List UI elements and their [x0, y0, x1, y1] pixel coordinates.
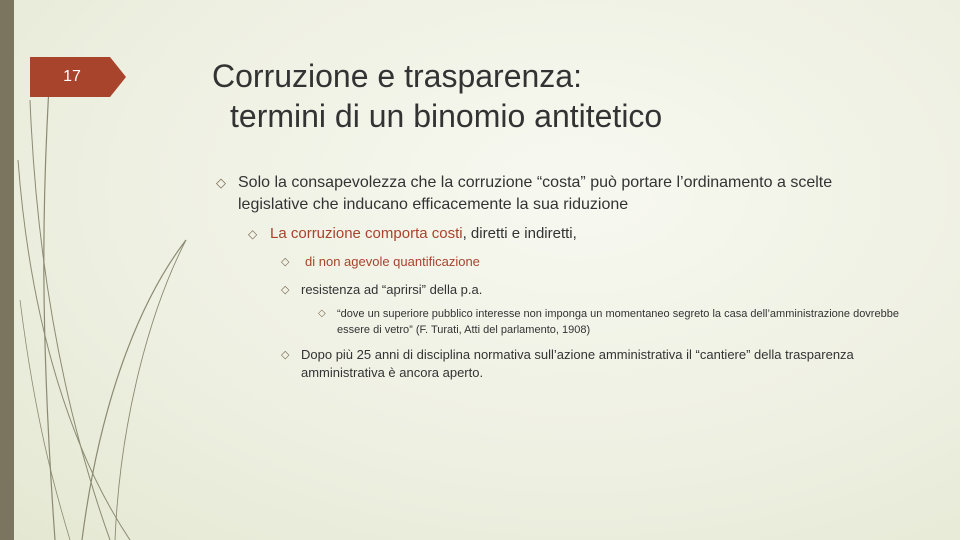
slide-title: [212, 56, 912, 136]
diamond-bullet-icon: ◇: [248, 227, 258, 241]
bullet-level-3: [281, 346, 901, 382]
quote-text: “dove un superiore pubblico interesse non imponga un momentaneo segreto la casa dell’amministrazione dovrebbe essere di vetro” (F. Turati, Atti del parlamento, 1908): [337, 308, 899, 336]
bullet-text: resistenza ad “aprirsi” della p.a.: [301, 282, 483, 297]
bullet-level-1: [216, 172, 876, 216]
bullet-level-4: [318, 306, 908, 338]
left-decorative-band: [0, 0, 14, 540]
title-line-2: termini di un binomio antitetico: [230, 98, 663, 134]
bullet-level-3: [281, 281, 781, 299]
title-line-1: Corruzione e trasparenza:: [212, 58, 582, 94]
diamond-bullet-icon: ◇: [318, 308, 326, 319]
bullet-text: Solo la consapevolezza che la corruzione “costa” può portare l’ordinamento a scelte legislative che inducano efficacemente la sua riduzione: [238, 174, 833, 213]
bullet-level-3: [281, 253, 781, 271]
slide-number: 17: [63, 68, 81, 85]
diamond-bullet-icon: ◇: [281, 284, 290, 296]
diamond-bullet-icon: ◇: [281, 256, 290, 268]
diamond-bullet-icon: ◇: [216, 175, 226, 190]
bullet-text: Dopo più 25 anni di disciplina normativa sull’azione amministrativa il “cantiere” della trasparenza amministrativa è ancora aperto.: [301, 347, 854, 380]
highlighted-bullet-text: di non agevole quantificazione: [305, 254, 480, 269]
bullet-text-rest: , diretti e indiretti,: [462, 225, 577, 242]
bullet-level-2: [248, 224, 808, 244]
slide-number-tab: [30, 57, 126, 97]
bullet-text: [270, 224, 577, 244]
diamond-bullet-icon: ◇: [281, 349, 290, 361]
highlighted-text: La corruzione comporta costi: [270, 225, 463, 242]
